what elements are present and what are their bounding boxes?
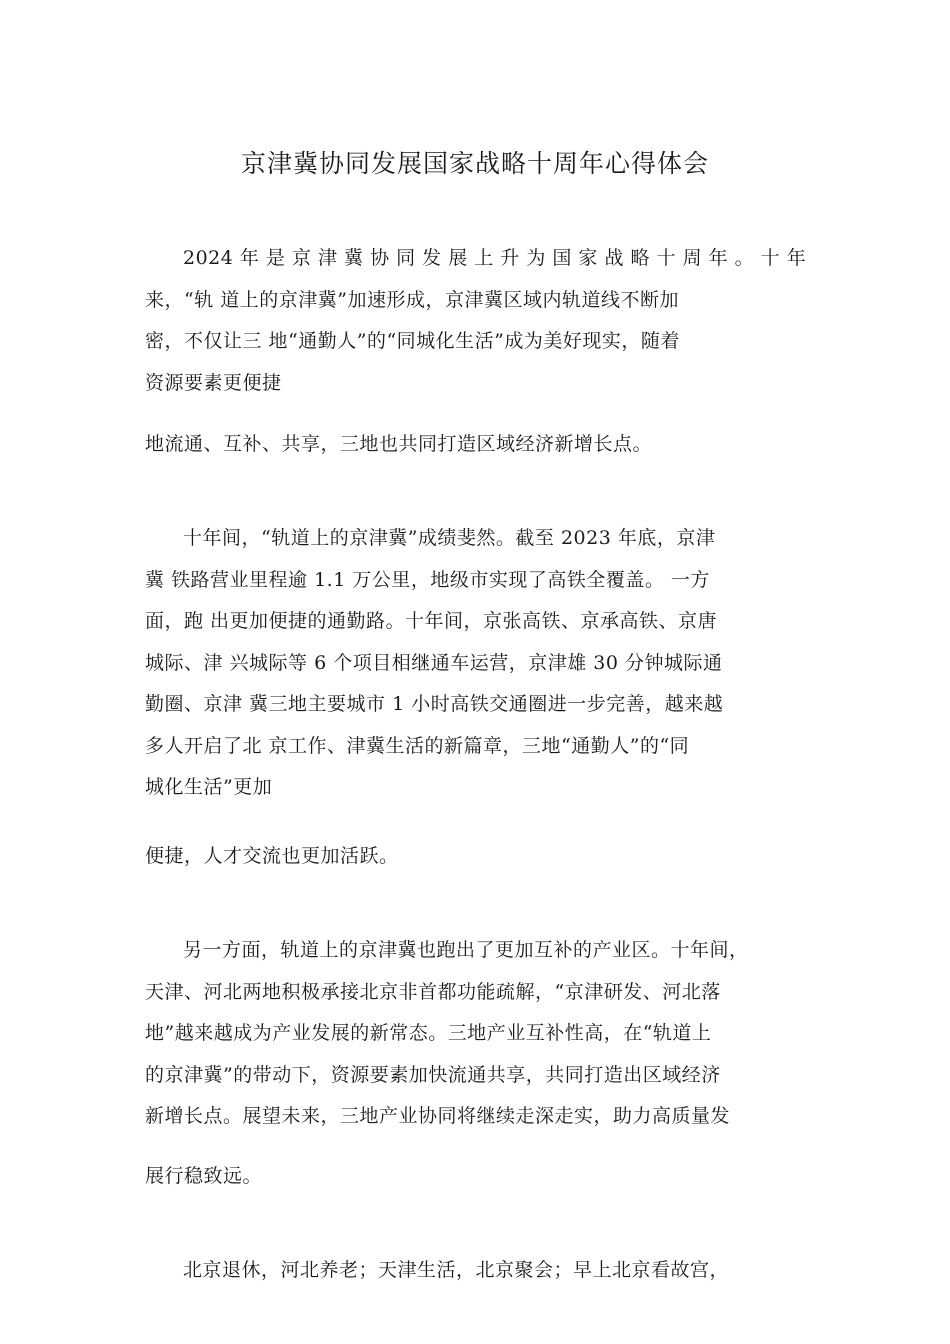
line-text: 2024 年 是 京 津 冀 协 同 发 展 上 升 为 国 家 战 略 十 周 年 。 十 年 (183, 247, 807, 269)
paragraph-line: 面，跑 出更加便捷的通勤路。十年间，京张高铁、京承高铁、京唐 (145, 610, 718, 632)
paragraph-line: 便捷，人才交流也更加活跃。 (145, 845, 399, 867)
paragraph-line: 城际、津 兴城际等 6 个项目相继通车运营，京津雄 30 分钟城际通 (145, 651, 723, 674)
paragraph-line: 勤圈、京津 冀三地主要城市 1 小时高铁交通圈进一步完善，越来越 (145, 693, 724, 715)
paragraph-2-continuation (145, 836, 805, 878)
line-text: 另一方面，轨道上的京津冀也跑出了更加互补的产业区。十年间， (183, 939, 749, 961)
paragraph-line: 天津、河北两地积极承接北京非首都功能疏解，“京津研发、河北落 (145, 980, 721, 1003)
paragraph-line (145, 518, 805, 560)
paragraph-line (145, 1250, 805, 1292)
paragraph-4 (145, 1250, 805, 1292)
paragraph-line (145, 238, 805, 280)
paragraph-line: 城化生活”更加 (145, 776, 273, 798)
paragraph-line: 资源要素更便捷 (145, 371, 282, 394)
paragraph-line: 多人开启了北 京工作、津冀生活的新篇章，三地“通勤人”的“同 (145, 734, 690, 757)
paragraph-3 (145, 930, 805, 1138)
paragraph-line: 展行稳致远。 (145, 1165, 263, 1187)
paragraph-line: 来，“轨 道上的京津冀”加速形成，京津冀区域内轨道线不断加 (145, 288, 679, 311)
paragraph-line (145, 930, 805, 972)
paragraph-1-continuation (145, 424, 805, 466)
paragraph-line: 的京津冀”的带动下，资源要素加快流通共享，共同打造出区域经济 (145, 1063, 721, 1086)
paragraph-2 (145, 518, 805, 809)
paragraph-line: 密，不仅让三 地“通勤人”的“同城化生活”成为美好现实，随着 (145, 330, 680, 352)
document-title: 京津冀协同发展国家战略十周年心得体会 (240, 149, 709, 178)
paragraph-line: 冀 铁路营业里程逾 1.1 万公里，地级市实现了高铁全覆盖。 一方 (145, 568, 710, 591)
paragraph-line: 新增长点。展望未来，三地产业协同将继续走深走实，助力高质量发 (145, 1105, 731, 1127)
paragraph-line: 地流通、互补、共享，三地也共同打造区域经济新增长点。 (145, 433, 653, 455)
line-text: 北京退休，河北养老；天津生活，北京聚会；早上北京看故宫， (183, 1259, 730, 1281)
paragraph-line: 地”越来越成为产业发展的新常态。三地产业互补性高，在“轨道上 (145, 1022, 712, 1044)
paragraph-1 (145, 238, 805, 404)
line-text: 十年间，“轨道上的京津冀”成绩斐然。截至 2023 年底，京津 (183, 527, 716, 549)
paragraph-3-continuation (145, 1156, 805, 1198)
